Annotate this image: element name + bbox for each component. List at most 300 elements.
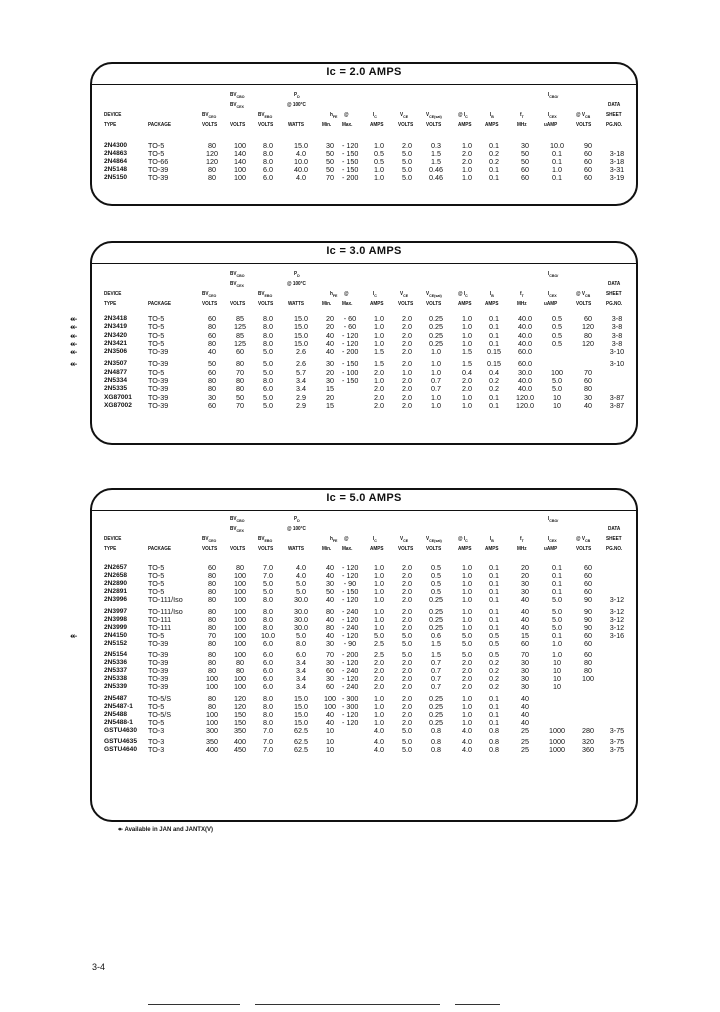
cell-vce: 2.0 [402,674,412,684]
cell-ft: 40 [521,622,529,632]
cell-ib: 0.1 [489,693,499,703]
cell-vsat: 0.7 [431,375,441,385]
header-watts: WATTS [288,122,305,128]
cell-package: TO-5 [148,322,165,332]
footnote [118,826,213,833]
cell-vsat: 0.5 [431,579,441,588]
header-icex-subscript: CEX [549,293,557,299]
cell-atic: 1.0 [462,717,472,727]
cell-device: 2N3998 [104,615,128,623]
table-row [92,683,636,691]
header-ic-subscript: C [374,293,377,299]
cell-bvebo: 8.0 [263,595,273,604]
cell-hmin: 100 [324,701,336,711]
cell-atic: 1.0 [462,563,472,572]
cell-vsat: 0.46 [429,164,443,174]
cell-hmin: 30 [326,674,334,684]
cell-ft: 40 [521,693,529,703]
cell-ic: 1.0 [374,330,384,340]
cell-vsat: 1.0 [431,347,441,357]
cell-vce: 2.0 [402,359,412,369]
cell-atic: 1.0 [462,709,472,719]
table-row [92,746,636,754]
cell-ib: 0.1 [489,338,499,348]
cell-bvebo: 6.0 [263,682,273,692]
header-amps: AMPS [458,301,472,307]
cell-vsat: 1.0 [431,367,441,377]
cell-ft: 60 [521,638,529,648]
cell-bvebo: 8.0 [263,330,273,340]
cell-icbo: 5.0 [552,384,562,394]
header-ib: $I_B$ [490,291,494,299]
header-min: Min. [322,301,332,307]
cell-pd: 3.4 [296,658,306,668]
header-type: TYPE [104,122,117,128]
header-at-vcb: @ $V_{CB}$ [576,291,591,299]
cell-hmax: - 240 [342,682,359,692]
cell-vce: 5.0 [402,650,412,660]
header-volts: VOLTS [398,546,414,552]
cell-ft: 120.0 [516,392,534,402]
header-ib-subscript: B [491,293,494,299]
cell-bvceo: 100 [206,674,218,684]
cell-bvceo: 60 [208,314,216,323]
header-package: PACKAGE [148,122,172,128]
cell-bvcbo: 100 [234,595,246,604]
cell-pg: 3-12 [609,622,625,632]
cell-bvebo: 8.0 [263,322,273,332]
cell-ib: 0.8 [489,737,499,747]
cell-device: 2N5335 [104,385,128,393]
cell-hmin: 30 [326,141,334,150]
cell-vce: 5.0 [402,148,412,158]
cell-package: TO-39 [148,172,169,182]
cell-ib: 0.15 [487,359,501,369]
cell-ic: 1.0 [374,579,384,588]
table-row [92,174,636,182]
header-bvebo: $BV_{EBO}$ [258,112,273,120]
header-icbo-subscript: CBO/ [549,94,559,100]
cell-device: 2N2890 [104,580,128,587]
cell-hmin: 40 [326,563,334,572]
header-hfe-subscript: FE [332,538,338,544]
cell-ib: 0.5 [489,638,499,648]
header-bvcbo: $BV_{CBO}$ [230,271,245,279]
cell-icbo: 1.0 [552,638,562,648]
cell-vcb: 320 [582,737,594,747]
cell-package: TO-3 [148,737,165,747]
cell-pg: 3-75 [609,737,625,747]
header-ft-subscript: T [521,293,524,299]
header-bvcex: $BV_{CEX}$ [230,281,244,289]
cell-bvcbo: 80 [236,384,244,394]
cell-pg: 3-75 [609,725,625,735]
header-min: Min. [322,122,332,128]
cell-bvceo: 60 [208,563,216,572]
header-icex: $I_{CEX}$ [548,536,557,544]
cell-device: 2N4150 [104,631,128,639]
cell-atic: 4.0 [462,737,472,747]
cell-vcb: 90 [584,141,592,150]
panel-title: Ic = 5.0 AMPS [326,492,402,504]
cell-ic: 1.0 [374,622,384,632]
cell-vsat: 0.5 [431,587,441,596]
header-at-ic-subscript: C [465,114,468,120]
cell-pg: 3-8 [611,322,623,332]
cell-atic: 1.0 [462,606,472,616]
cell-pd: 10.0 [294,156,308,166]
cell-bvceo: 80 [208,322,216,332]
header-ic: $I_C$ [373,536,377,544]
header-pd: $P_D$ [294,271,300,279]
header-bvceo: $BV_{CEO}$ [202,291,217,299]
cell-hmin: 30 [326,638,334,648]
cell-ib: 0.5 [489,630,499,640]
jan-available-arrow-icon: ↞ [70,322,78,333]
cell-bvceo: 40 [208,347,216,357]
cell-pd: 30.0 [294,595,308,604]
cell-icbo: 0.1 [552,172,562,182]
cell-vcb: 120 [582,322,594,332]
cell-package: TO-5 [148,587,165,596]
cell-atic: 1.0 [462,322,472,332]
cell-icbo: 1000 [549,725,565,735]
header-at-vcb-subscript: CB [584,293,591,299]
cell-vsat: 1.5 [431,156,441,166]
cell-package: TO-5 [148,571,165,580]
header-sheet: SHEET [606,291,622,297]
cell-bvceo: 60 [208,367,216,377]
cell-hmin: 10 [326,725,334,735]
header-volts: VOLTS [258,301,274,307]
cell-hmin: 40 [326,330,334,340]
header-at-ic: @ $I_C$ [458,291,468,299]
header-pd-condition: @ 100°C [287,281,306,287]
cell-pd: 6.0 [296,650,306,660]
header-pd: $P_D$ [294,516,300,524]
footnote-arrow-icon: ↞ [118,827,124,833]
cell-vsat: 1.0 [431,392,441,402]
cell-icbo: 1000 [549,737,565,747]
header-bvceo: $BV_{CEO}$ [202,112,217,120]
cell-ib: 0.5 [489,650,499,660]
cell-package: TO-5 [148,701,165,711]
cell-hmax: - 200 [342,347,359,357]
cell-pd: 4.0 [296,148,306,158]
header-bvcex: $BV_{CEX}$ [230,526,244,534]
header-pd-subscript: D [297,518,300,524]
header-bvcbo: $BV_{CBO}$ [230,92,245,100]
header-ib: $I_B$ [490,112,494,120]
cell-vce: 2.0 [402,314,412,323]
cell-pg: 3-8 [611,314,623,323]
header-ft: $f_T$ [520,291,524,299]
cell-vce: 2.0 [402,587,412,596]
cell-ic: 2.0 [374,384,384,394]
cell-ic: 2.0 [374,658,384,668]
header-icex-subscript: CEX [549,538,557,544]
cell-bvceo: 80 [208,701,216,711]
header-at-ic-subscript: C [465,538,468,544]
cell-vsat: 0.25 [429,606,443,616]
header-data: DATA [608,281,621,287]
cell-ic: 1.0 [374,141,384,150]
header-uamp: uAMP [544,301,558,307]
cell-vsat: 0.25 [429,709,443,719]
cell-vce: 5.0 [402,638,412,648]
cell-vcb: 60 [584,148,592,158]
cell-atic: 1.0 [462,172,472,182]
cell-vcb: 80 [584,384,592,394]
cell-package: TO-5 [148,148,165,158]
cell-atic: 1.0 [462,614,472,624]
cell-bvcbo: 400 [234,737,246,747]
cell-pg: 3-10 [609,359,625,369]
cell-device: 2N5152 [104,639,128,647]
cell-bvebo: 6.0 [263,384,273,394]
cell-vsat: 0.7 [431,658,441,668]
cell-hmin: 40 [326,630,334,640]
jan-available-arrow-icon: ↞ [70,330,78,341]
cell-ic: 2.0 [374,674,384,684]
cell-bvebo: 5.0 [263,392,273,402]
cell-vcb: 30 [584,392,592,402]
header-icex: $I_{CEX}$ [548,112,557,120]
cell-atic: 1.0 [462,400,472,410]
cell-icbo: 0.1 [552,156,562,166]
cell-device: 2N5488 [104,710,128,718]
title-rule [92,510,636,511]
header-at-ic: @ $I_C$ [458,536,468,544]
cell-ic: 1.0 [374,314,384,323]
cell-atic: 1.0 [462,579,472,588]
cell-hmin: 10 [326,745,334,755]
cell-package: TO-39 [148,400,169,410]
cell-hmin: 50 [326,164,334,174]
cell-hmax: - 300 [342,693,359,703]
cell-pd: 62.5 [294,745,308,755]
cell-atic: 1.0 [462,587,472,596]
cell-device: 2N5339 [104,683,128,691]
cell-icbo: 10 [553,666,561,676]
cell-vcb: 60 [584,630,592,640]
cell-vsat: 0.25 [429,701,443,711]
header-volts: VOLTS [258,546,274,552]
cell-device: 2N2891 [104,588,128,595]
cell-bvcbo: 100 [234,622,246,632]
cell-vcb: 40 [584,400,592,410]
header-ic: $I_C$ [373,112,377,120]
cell-ib: 0.1 [489,141,499,150]
cell-pd: 15.0 [294,141,308,150]
header-device: DEVICE [104,112,122,118]
cell-bvceo: 60 [208,330,216,340]
cell-package: TO-39 [148,650,169,660]
cell-hmax: - 200 [342,650,359,660]
cell-hmax: - 120 [342,614,359,624]
cell-vce: 2.0 [402,384,412,394]
panel-title: Ic = 2.0 AMPS [326,66,402,78]
cell-vsat: 0.7 [431,682,441,692]
cell-vsat: 0.3 [431,141,441,150]
header-volts: VOLTS [426,122,442,128]
header-vcesat-subscript: CE(sat) [429,114,442,120]
cell-bvcbo: 100 [234,587,246,596]
cell-vcb: 60 [584,587,592,596]
cell-atic: 1.5 [462,359,472,369]
cell-icbo: 0.5 [552,322,562,332]
cell-bvceo: 80 [208,638,216,648]
title-rule [92,263,636,264]
header-pd-condition: @ 100°C [287,102,306,108]
cell-vce: 2.0 [402,141,412,150]
cell-vsat: 0.5 [431,563,441,572]
cell-vce: 2.0 [402,622,412,632]
cell-vcb: 70 [584,367,592,377]
cell-bvebo: 6.0 [263,172,273,182]
cell-vce: 2.0 [402,606,412,616]
cell-vce: 2.0 [402,709,412,719]
header-volts: VOLTS [258,122,274,128]
cell-ic: 1.0 [374,375,384,385]
cell-hmax: - 120 [342,338,359,348]
cell-bvceo: 120 [206,156,218,166]
cell-hmin: 20 [326,392,334,402]
cell-hmin: 70 [326,650,334,660]
cell-hmax: - 150 [342,587,359,596]
cell-bvceo: 80 [208,622,216,632]
header-pd-subscript: D [297,94,300,100]
header-device: DEVICE [104,536,122,542]
header-hfe: $h_{FE}$ [330,112,338,120]
cell-vce: 2.0 [402,666,412,676]
cell-icbo: 5.0 [552,375,562,385]
cell-hmax: - 150 [342,375,359,385]
cell-ic: 1.0 [374,614,384,624]
header-hfe-subscript: FE [332,114,338,120]
header-volts: VOLTS [398,301,414,307]
cell-ic: 1.0 [374,701,384,711]
cell-bvceo: 80 [208,650,216,660]
cell-hmax: - 120 [342,330,359,340]
cell-atic: 2.0 [462,674,472,684]
cell-pg: 3-19 [609,172,625,182]
header-mhz: MHz [517,122,527,128]
cell-bvceo: 100 [206,717,218,727]
cell-device: 2N5338 [104,675,128,683]
cell-bvceo: 100 [206,709,218,719]
cell-hmax: - 300 [342,701,359,711]
cell-vsat: 0.7 [431,384,441,394]
cell-ic: 1.0 [374,693,384,703]
cell-ic: 1.0 [374,595,384,604]
header-max: Max. [342,301,353,307]
cell-hmax: - 120 [342,141,359,150]
cell-ib: 0.1 [489,400,499,410]
cell-atic: 1.0 [462,141,472,150]
cell-pg: 3-12 [609,595,625,604]
cell-hmin: 60 [326,682,334,692]
cell-atic: 2.0 [462,375,472,385]
table-row [92,596,636,604]
cell-pd: 15.0 [294,330,308,340]
footer-rule [455,1004,500,1005]
cell-bvcbo: 100 [234,650,246,660]
cell-icbo: 1000 [549,745,565,755]
header-volts: VOLTS [576,546,592,552]
footer-rule [148,1004,240,1005]
cell-hmin: 50 [326,156,334,166]
cell-vce: 1.0 [402,367,412,377]
cell-package: TO-39 [148,164,169,174]
cell-package: TO-39 [148,384,169,394]
cell-icbo: 0.1 [552,579,562,588]
cell-pd: 4.0 [296,172,306,182]
cell-hmax: - 240 [342,666,359,676]
cell-vcb: 100 [582,674,594,684]
cell-hmin: 30 [326,579,334,588]
cell-vsat: 0.25 [429,693,443,703]
cell-ft: 50 [521,156,529,166]
cell-ic: 2.0 [374,666,384,676]
cell-bvcbo: 120 [234,693,246,703]
cell-ic: 1.5 [374,359,384,369]
cell-pg: 3-87 [609,400,625,410]
cell-hmax: - 150 [342,359,359,369]
header-vce-subscript: CE [403,293,409,299]
cell-package: TO-3 [148,745,165,755]
cell-vsat: 0.25 [429,717,443,727]
cell-atic: 1.0 [462,330,472,340]
cell-package: TO-39 [148,666,169,676]
jan-available-arrow-icon: ↞ [70,314,78,324]
cell-ft: 30 [521,674,529,684]
cell-ib: 0.1 [489,614,499,624]
cell-ic: 2.0 [374,400,384,410]
cell-atic: 4.0 [462,745,472,755]
cell-vcb: 360 [582,745,594,755]
cell-package: TO-111 [148,614,172,624]
header-sheet: SHEET [606,536,622,542]
cell-hmin: 15 [326,400,334,410]
cell-package: TO-66 [148,156,169,166]
cell-vcb: 60 [584,172,592,182]
table-panel-5amp [70,488,638,822]
cell-ft: 30 [521,658,529,668]
cell-bvceo: 80 [208,693,216,703]
header-at-vcb: @ $V_{CB}$ [576,112,591,120]
cell-ft: 40 [521,595,529,604]
cell-icbo: 0.5 [552,338,562,348]
cell-bvebo: 6.0 [263,658,273,668]
cell-ic: 2.5 [374,650,384,660]
cell-ic: 4.0 [374,737,384,747]
cell-hmin: 50 [326,587,334,596]
cell-icbo: 0.1 [552,571,562,580]
header-bvebo-subscript: EBO [264,114,273,120]
cell-vcb: 80 [584,658,592,668]
cell-atic: 1.5 [462,347,472,357]
header-icex-subscript: CEX [549,114,557,120]
cell-device: 2N4864 [104,157,128,165]
header-pd-condition: @ 100°C [287,526,306,532]
cell-bvebo: 6.0 [263,666,273,676]
cell-hmin: 30 [326,375,334,385]
header-icbo-subscript: CBO/ [549,518,559,524]
cell-vsat: 1.5 [431,638,441,648]
cell-hmin: 40 [326,347,334,357]
cell-pd: 15.0 [294,693,308,703]
